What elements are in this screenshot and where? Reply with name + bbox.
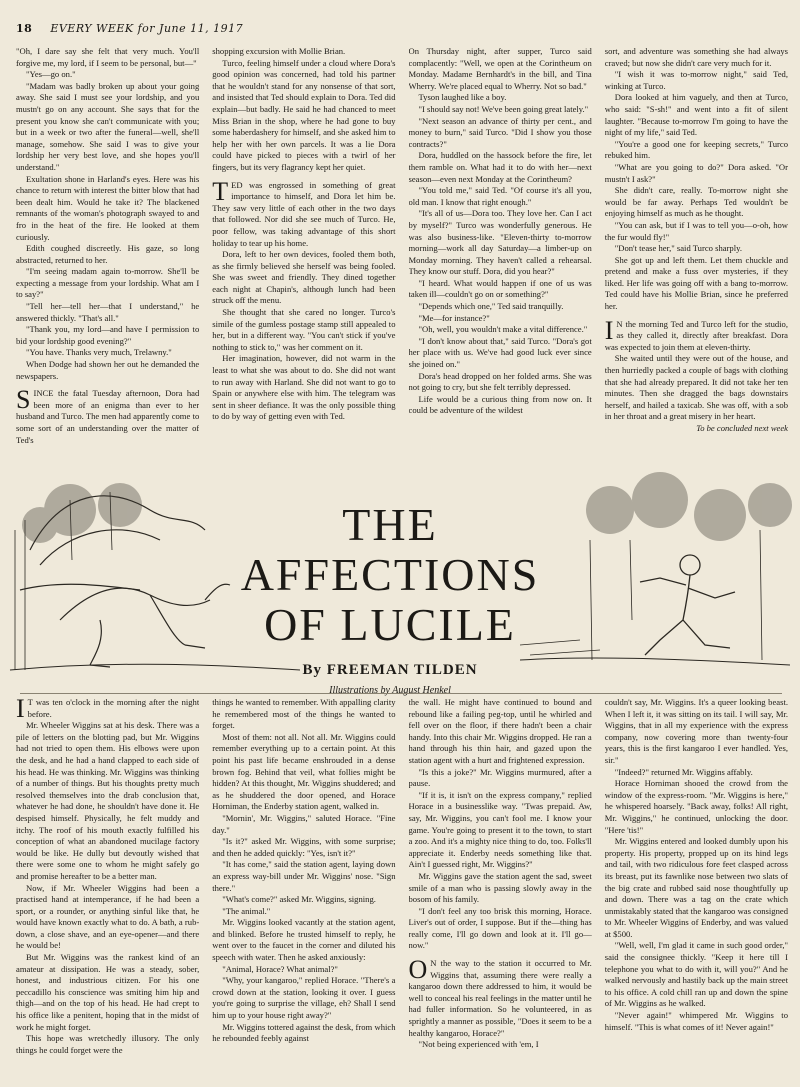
drop-cap: O bbox=[408, 955, 428, 985]
paragraph: things he wanted to remember. With appalling clarity he remembered most of the things he wanted to forget. bbox=[212, 697, 396, 731]
paragraph: Turco, feeling himself under a cloud where Dora's good opinion was concerned, had told his partner that he wouldn't stand for any nonsense of that sort, and insisted that Ted should explain to Dora. Ted did explain—but badly. He said he had chanced to meet Miss Brian in the shop, where he had gone to buy some haberdashery for himself, and she asked him to help her with her own parcels. It was a lie Dora could have picked to pieces with a twirl of her fingers, but its very flagrancy kept her quiet. bbox=[212, 57, 396, 172]
paragraph: Exultation shone in Harland's eyes. Here was his chance to return with interest the bitter blow that had been dealt him. Would he take it? The blackened remnants of the woman's photograph swayed to and fro in the heat of the fire. He looked at them curiously. bbox=[16, 173, 200, 242]
top-column-3 bbox=[409, 46, 592, 456]
paragraph: shopping excursion with Mollie Brian. bbox=[212, 46, 346, 56]
bottom-column-1 bbox=[16, 697, 199, 1085]
paragraph: T was ten o'clock in the morning after the night before. bbox=[27, 697, 200, 719]
paragraph: "Mornin', Mr. Wiggins," saluted Horace. "Fine day." bbox=[212, 812, 396, 835]
paragraph: She didn't care, really. To-morrow night she would be far away. Perhaps Ted wouldn't be enjoying himself as much as he thought. bbox=[604, 185, 788, 219]
paragraph: "I'm seeing madam again to-morrow. She'll be expecting a message from your lordship. What am I to say?" bbox=[16, 266, 200, 300]
bottom-column-3 bbox=[409, 697, 592, 1085]
paragraph: Life would be a curious thing from now on. It could be adventure of the wildest bbox=[408, 393, 592, 416]
bottom-column-4 bbox=[605, 697, 788, 1085]
paragraph: She waited until they were out of the house, and then hurriedly packed a couple of bags with clothing that she had already prepared. It did not take her ten minutes. Then she dragged the bags downstairs herself, and hailed a taxicab. She was off, with a sob in her throat and a great misery in her heart. bbox=[604, 353, 788, 422]
paragraph: When Dodge had shown her out he demanded the newspapers. bbox=[16, 359, 200, 381]
paragraph: She thought that she cared no longer. Turco's simile of the gumless postage stamp still appealed to her, but in a different way. "You can't stick if you've nothing to stick to," was her comment on it. bbox=[212, 307, 396, 352]
paragraph: "Next season an advance of thirty per cent., and money to burn," said Turco. "Did I show you those contracts?" bbox=[408, 115, 592, 149]
paragraph: "I heard. What would happen if one of us was taken ill—couldn't go on or something?" bbox=[408, 277, 592, 300]
paragraph: "I should say not! We've been going great lately." bbox=[418, 103, 589, 114]
paragraph: Mr. Wiggins gave the station agent the sad, sweet smile of a man who is passing slowly away in the bosom of his family. bbox=[408, 870, 592, 905]
page-number: 18 bbox=[16, 22, 33, 35]
paragraph: N the morning Ted and Turco left for the studio, as they called it, directly after breakfast. Dora was expected to join them at eleven-thirty. bbox=[604, 318, 788, 352]
paragraph: "Thank you, my lord—and have I permission to bid your lordship good evening?" bbox=[16, 324, 200, 346]
paragraph: "I wish it was to-morrow night," said Ted, winking at Turco. bbox=[604, 69, 788, 91]
paragraph: "It's all of us—Dora too. They love her. Can I act by myself?" Turco was wonderfully generous. He was also business-like. "Eleven-thirty to-morrow morning—work all day Saturday—a limber-up on Monday morning. They haven't called a rehearsal. They know our stuff. Dora, did you hear?" bbox=[408, 208, 592, 277]
paragraph: Mr. Wheeler Wiggins sat at his desk. There was a pile of letters on the blotting pad, but Mr. Wiggins had not tried to open them. His elbows were upon the desk, and he had a hand clapped to each side of his head. He was thinking. Mr. Wiggins was thinking of a number of things. But his thoughts pretty much resolved themselves into the drab conclusion that, whatever he had done, he shouldn't have done it. He despised himself. Physically, he felt muddy and itchy. The roof of his mouth exactly fulfilled his conception of what an abandoned mucilage factory would be like. He dully but devoutly wished that there were some one to whom he might safely go and promise hereafter to be a better man. bbox=[16, 720, 200, 881]
paragraph: "Madam was badly broken up about your going away. She said I must see your lordship, and you mustn't go on any account. She says that for the present you know she can't communicate with you; but in a week or two after the funeral—well, she'll manage, somehow. She said I was to give your lordship her very best love, and she hopes you'll understand." bbox=[16, 80, 200, 172]
section-start bbox=[604, 315, 788, 354]
paragraph: "Tell her—tell her—that I understand," he answered thickly. "That's all." bbox=[16, 301, 200, 323]
paragraph: "Oh, I dare say she felt that very much. You'll forgive me, my lord, if I seem to be personal, but—" bbox=[16, 46, 200, 68]
paragraph: "If it is, it isn't on the express company," replied Horace in a businesslike way. "Twas prepaid. Aw, say, Mr. Wiggins, you can't fool me. I know your game. You're going to present it to the town, to start a zoo. And it's a mighty nice thing to do, too. Folks'll appreciate it. Enderby needs something like that. Ain't I guessed right, Mr. Wiggins?" bbox=[408, 789, 592, 870]
paragraph: "Is this a joke?" Mr. Wiggins murmured, after a pause. bbox=[408, 766, 592, 789]
paragraph: "Don't tease her," said Turco sharply. bbox=[614, 243, 742, 254]
paragraph: "Why, your kangaroo," replied Horace. "There's a crowd down at the station, looking it over. I guess you're going to surprise the village, eh? Shall I send him up to your house right away?" bbox=[212, 975, 396, 1021]
paragraph: N the way to the station it occurred to Mr. Wiggins that, assuming there were really a kangaroo down there addressed to him, it would be well to conceal his real feelings in the matter until he had fuller information. So he volunteered, in as sprightly a manner as possible, "Does it seem to be a healthy kangaroo, Horace?" bbox=[408, 958, 592, 1038]
section-start bbox=[16, 385, 200, 446]
paragraph: "What's come?" asked Mr. Wiggins, signing. bbox=[222, 894, 376, 905]
paragraph: "Never again!" whimpered Mr. Wiggins to himself. "This is what comes of it! Never again!" bbox=[604, 1010, 788, 1032]
section-start bbox=[16, 697, 200, 723]
paragraph: "I don't know about that," said Turco. "Dora's got her place with us. We've had good luck ever since she joined on." bbox=[408, 335, 592, 370]
paragraph: Mr. Wiggins tottered against the desk, from which he rebounded feebly against bbox=[212, 1021, 396, 1044]
paragraph: "Not being experienced with 'em, I bbox=[418, 1039, 539, 1050]
paragraph: "Me—for instance?" bbox=[418, 312, 490, 323]
paragraph: "You told me," said Ted. "Of course it's all you, old man. I know that right enough." bbox=[408, 185, 592, 207]
paragraph: This hope was wretchedly illusory. The only things he could forget were the bbox=[16, 1033, 200, 1055]
paragraph: "Depends which one," Ted said tranquilly. bbox=[418, 301, 564, 312]
paragraph: "I don't feel any too brisk this morning, Horace. Liver's out of order, I suppose. But if the—thing has really come, I'll go down and look at it. I'll go—now." bbox=[408, 905, 592, 951]
paragraph: ED was engrossed in something of great importance to himself, and Dora let him be. They saw very little of each other in the two days that followed. Nor did she see much of Turco. He, poor fellow, was taking advantage of this short holiday to tear up his home. bbox=[212, 179, 396, 248]
paragraph: On Thursday night, after supper, Turco said complacently: "Well, we open at the Corintheum on Monday. Madame Bernhardt's in the bill, and Tina Wherry. We're placed equal to Wherry. Not so bad." bbox=[408, 46, 592, 91]
paragraph: "Yes—go on." bbox=[26, 69, 76, 80]
paragraph: Dora, huddled on the hassock before the fire, let them ramble on. What had it to do with her—next season—even next Monday at the Corintheum? bbox=[408, 150, 592, 184]
paragraph: "Is it?" asked Mr. Wiggins, with some surprise; and then he added quickly: "Yes, isn't it?" bbox=[212, 836, 396, 858]
story-title-line-2: OF LUCILE bbox=[264, 599, 516, 650]
paragraph: INCE the fatal Tuesday afternoon, Dora had been more of an enigma than ever to her husband and Turco. The men had apparently come to some sort of an understanding over the matter of Ted's bbox=[16, 388, 200, 445]
drop-cap: T bbox=[212, 176, 229, 206]
paragraph: "Animal, Horace? What animal?" bbox=[222, 963, 338, 974]
drop-cap: I bbox=[16, 697, 25, 723]
running-title: EVERY WEEK for June 11, 1917 bbox=[50, 22, 244, 35]
paragraph: Edith coughed discreetly. His gaze, so long abstracted, returned to her. bbox=[16, 243, 200, 265]
paragraph: Mr. Wiggins entered and looked dumbly upon his property. His property, propped up on its hind legs and tail, with two ridiculous fore feet clasped across its breast, put its fawnlike nose between two slats of the big crate and rubbed said nose thoughtfully up and down. There was a tag on the crate which unmistakably stated that the kangaroo was consigned to Mr. Wheeler Wiggins of Enderby, and was valued at $500. bbox=[604, 836, 788, 939]
paragraph: "You're a good one for keeping secrets," Turco rebuked him. bbox=[604, 138, 788, 161]
paragraph: Her imagination, however, did not warm in the least to what she was about to do. She did not want to run away with Harland. She did not want to go to Spain or anywhere else with him. The telegram was sent in sheer defiance. It was the only possible thing to do by way of getting even with Ted. bbox=[212, 353, 396, 422]
top-column-2 bbox=[212, 46, 395, 456]
drop-cap: S bbox=[16, 385, 31, 415]
bottom-column-2 bbox=[212, 697, 395, 1085]
bottom-text-block bbox=[16, 697, 788, 1085]
paragraph: sort, and adventure was something she had always craved; but now she didn't care very much for it. bbox=[604, 46, 788, 68]
top-column-1 bbox=[16, 46, 199, 456]
paragraph: She got up and left them. Let them chuckle and pretend and make a fuss over mysteries, if they liked. Her life was going off with a bang to-morrow. Ted could have his Mollie Brian, since he preferred her. bbox=[604, 254, 788, 312]
story-title-line-1: THE AFFECTIONS bbox=[240, 499, 540, 600]
paragraph: Dora, left to her own devices, fooled them both, as she firmly believed she herself was being fooled. She was sweet and friendly. They dined together each night at Chapin's, although lunch had been struck off the menu. bbox=[212, 249, 396, 306]
paragraph: "The animal." bbox=[222, 905, 271, 916]
paragraph: Dora's head dropped on her folded arms. She was not going to cry, but she felt terribly depressed. bbox=[408, 370, 592, 393]
section-divider bbox=[20, 693, 782, 694]
drop-cap: I bbox=[604, 315, 614, 345]
paragraph: But Mr. Wiggins was the rankest kind of an amateur at dissipation. He was a steady, sober, honest, and industrious citizen. For his one peccadillo his conscience was smiting him hip and thigh—and on the top of his head. He had crept to his office like a penitent, hoping that in the midst of work he might forget. bbox=[16, 952, 200, 1032]
paragraph: "You can ask, but if I was to tell you—o-oh, how the fur would fly!" bbox=[604, 219, 788, 242]
section-start bbox=[408, 955, 592, 1039]
paragraph: Now, if Mr. Wheeler Wiggins had been a practised hand at intemperance, if he had been a sport, or a rounder, or anything sinful like that, he would have known exactly what to do. A bath, a rub-down, a close shave, and an eye-opener—and there he would be! bbox=[16, 882, 200, 951]
paragraph: the wall. He might have continued to bound and rebound like a failing peg-top, until he whirled and fell over on the floor, if there hadn't been a chair handy. Into this chair Mr. Wiggins dropped. He ran a hand through his thin hair, and gazed upon the station agent with a hurt and frightened expression. bbox=[408, 697, 592, 765]
paragraph: "Oh, well, you wouldn't make a vital difference." bbox=[418, 324, 588, 335]
paragraph: Horace Horniman shooed the crowd from the window of the express-room. "Mr. Wiggins is here," he whispered hoarsely. "Back away, folks! All right, Mr. Wiggins," he continued, unlocking the door. "Here 'tis!" bbox=[604, 778, 788, 835]
paragraph: "Indeed?" returned Mr. Wiggins affably. bbox=[614, 766, 753, 777]
paragraph: couldn't say, Mr. Wiggins. It's a queer looking beast. When I left it, it was sitting on its tail. I will say, Mr. Wiggins, that in all my experience with the express company, now covering more than twenty-four years, this is the first kangaroo I ever handled. Yes, sir." bbox=[604, 697, 788, 765]
top-text-block bbox=[16, 46, 788, 456]
paragraph: Dora looked at him vaguely, and then at Turco, who said: "S-sh!" and went into a fit of silent laughter. "Because to-morrow I'm going to have the night of my life," said Ted. bbox=[604, 92, 788, 138]
story-title bbox=[205, 500, 575, 650]
paragraph: Mr. Wiggins looked vacantly at the station agent, and blinked. Before he trusted himself to reply, he went over to the faucet in the corner and diluted his speech with water. Then he asked anxiously: bbox=[212, 917, 396, 963]
to-be-concluded-note: To be concluded next week bbox=[696, 423, 788, 433]
story-byline: By FREEMAN TILDEN bbox=[302, 662, 478, 678]
story-title-block bbox=[205, 500, 575, 696]
section-start bbox=[212, 176, 396, 250]
paragraph: "It has come," said the station agent, laying down an express way-bill under Mr. Wiggins' nose. "Sign there." bbox=[212, 859, 396, 893]
top-column-4 bbox=[605, 46, 788, 456]
paragraph: Tyson laughed like a boy. bbox=[418, 92, 507, 103]
paragraph: "Well, well, I'm glad it came in such good order," said the consignee thickly. "Keep it here till I telephone you what to do with it, will you?" And he walked nervously and hastily back up the main street to his office. A cold chill ran up and down the spine of Mr. Wiggins as he walked. bbox=[604, 940, 788, 1009]
paragraph: Most of them: not all. Not all. Mr. Wiggins could remember everything up to a certain point. At this point his past life became enshrouded in a dense brown fog. Behind that veil, what follies might be hidden? At this thought, Mr. Wiggins shuddered; and as he shuddered the door opened, and Horace Horniman, the Enderby station agent, walked in. bbox=[212, 731, 396, 812]
illustrator-credit: Illustrations by August Henkel bbox=[329, 685, 451, 696]
paragraph: "What are you going to do?" Dora asked. "Or mustn't I ask?" bbox=[604, 161, 788, 184]
paragraph: "You have. Thanks very much, Trelawny." bbox=[26, 347, 172, 358]
page-header bbox=[16, 22, 784, 38]
